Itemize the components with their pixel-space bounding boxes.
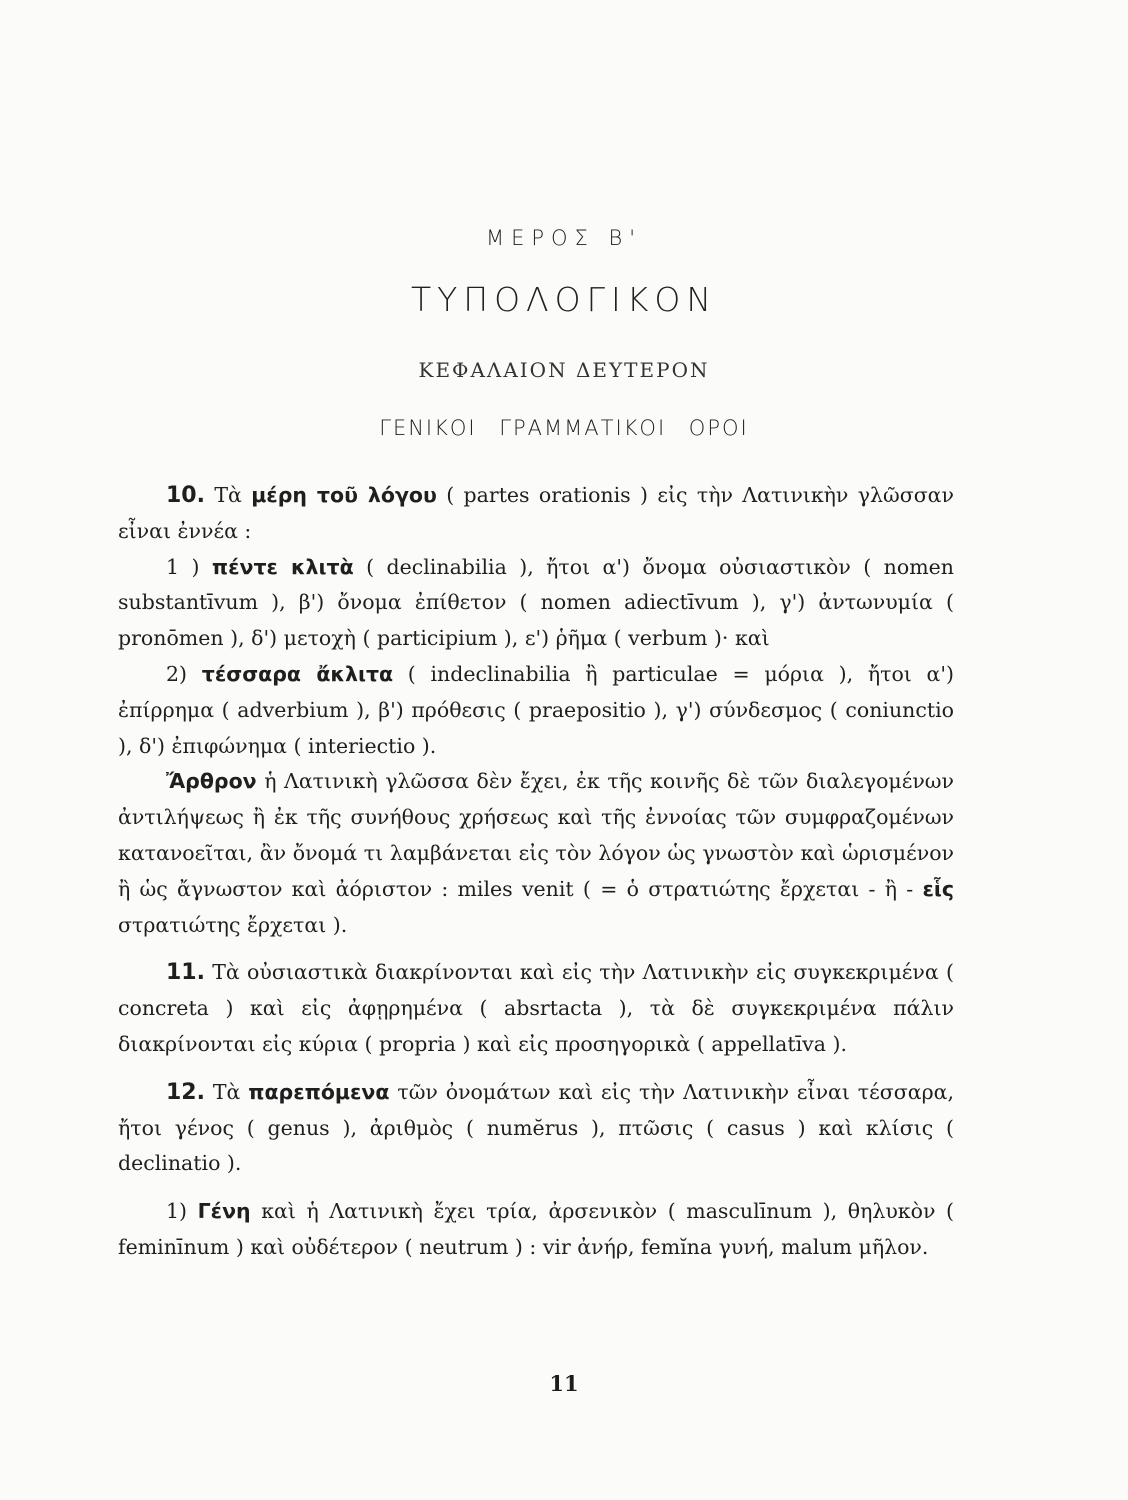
paragraph-text: Τὰ bbox=[204, 483, 252, 507]
term-bold: τέσσαρα ἄκλιτα bbox=[201, 661, 394, 686]
paragraph-text: ἡ Λατινικὴ γλῶσσα δὲν ἔχει, ἐκ τῆς κοινῆς δὲ τῶν διαλεγομένων ἀντιλήψεως ἢ ἐκ τῆς συνήθους χρήσεως καὶ τῆς ἐννοίας τῶν συμφραζομένων κατανοεῖται, ἂν ὄνομά τι λαμβάνεται εἰς τὸν λόγον ὡς γνωστὸν καὶ ὡρισμένον ἢ ὡς ἄγνωστον καὶ ἀόριστον : miles venit ( = ὁ στρατιώτης ἔρχεται - ἢ - bbox=[118, 769, 954, 901]
term-bold: Ἄρθρον bbox=[166, 769, 257, 794]
body-text bbox=[118, 478, 954, 1266]
list-item-2 bbox=[118, 657, 954, 764]
article-paragraph bbox=[118, 764, 954, 943]
list-item-prefix: 1) bbox=[166, 1199, 198, 1224]
paragraph-11 bbox=[118, 955, 954, 1062]
list-item-text: ( declinabilia ), ἤτοι α') ὄνομα οὐσιαστικὸν ( nomen substantīvum ), β') ὄνομα ἐπίθετον ( nomen adiectīvum ), γ') ἀντωνυμία ( pronōmen ), δ') μετοχὴ ( participium ), ε') ῥῆμα ( verbum )· καὶ bbox=[118, 554, 954, 651]
paragraph-text: στρατιώτης ἔρχεται ). bbox=[118, 912, 348, 937]
term-bold: Γένη bbox=[197, 1199, 251, 1224]
page-number: 11 bbox=[549, 1371, 579, 1396]
list-item-12-1 bbox=[118, 1194, 954, 1266]
section-title: ΤΥΠΟΛΟΓΙΚΟΝ bbox=[410, 280, 718, 319]
paragraph-12 bbox=[118, 1075, 954, 1182]
paragraph-text: Τὰ οὐσιαστικὰ διακρίνονται καὶ εἰς τὴν Λατινικὴν εἰς συγκεκριμένα ( concreta ) καὶ εἰς ἀφῃρημένα ( absrtacta ), τὰ δὲ συγκεκριμένα πάλιν διακρίνονται εἰς κύρια ( propria ) καὶ εἰς προσηγορικὰ ( appellatīva ). bbox=[118, 960, 954, 1056]
term-bold: πέντε κλιτὰ bbox=[211, 554, 354, 579]
paragraph-text: ( partes orationis ) εἰς τὴν Λατινικὴν γλῶσσαν εἶναι ἐννέα : bbox=[118, 483, 954, 543]
paragraph-10 bbox=[118, 478, 954, 550]
term-bold: μέρη τοῦ λόγου bbox=[251, 483, 437, 507]
subtitle: ΓΕΝΙΚΟΙ ΓΡΑΜΜΑΤΙΚΟΙ ΟΡΟΙ bbox=[379, 416, 749, 440]
list-item-text: καὶ ἡ Λατινικὴ ἔχει τρία, ἀρσενικὸν ( masculīnum ), θηλυκὸν ( feminīnum ) καὶ οὐδέτερον ( neutrum ) : vir ἀνήρ, femĭna γυνή, malum μῆλον. bbox=[118, 1199, 954, 1259]
list-item-text: ( indeclinabilia ἢ particulae = μόρια ), ἤτοι α') ἐπίρρημα ( adverbium ), β') πρόθεσις ( praepositio ), γ') σύνδεσμος ( coniunctio ), δ') ἐπιφώνημα ( interiectio ). bbox=[118, 661, 954, 758]
chapter-title: ΚΕΦΑΛΑΙΟΝ ΔΕΥΤΕΡΟΝ bbox=[418, 358, 710, 382]
term-bold: παρεπόμενα bbox=[248, 1079, 390, 1104]
paragraph-text: τῶν ὀνομάτων καὶ εἰς τὴν Λατινικὴν εἶναι τέσσαρα, ἤτοι γένος ( genus ), ἀριθμὸς ( numĕrus ), πτῶσις ( casus ) καὶ κλίσις ( declinatio ). bbox=[118, 1079, 954, 1176]
list-item-1 bbox=[118, 550, 954, 657]
paragraph-text: Τὰ bbox=[204, 1079, 249, 1104]
paragraph-number: 12. bbox=[166, 1079, 205, 1105]
paragraph-number: 10. bbox=[166, 483, 205, 508]
part-label: ΜΕΡΟΣ Β' bbox=[485, 226, 643, 250]
list-item-prefix: 2) bbox=[166, 661, 202, 686]
paragraph-number: 11. bbox=[166, 960, 205, 986]
list-item-prefix: 1 ) bbox=[166, 554, 212, 579]
term-bold: εἷς bbox=[922, 876, 954, 901]
